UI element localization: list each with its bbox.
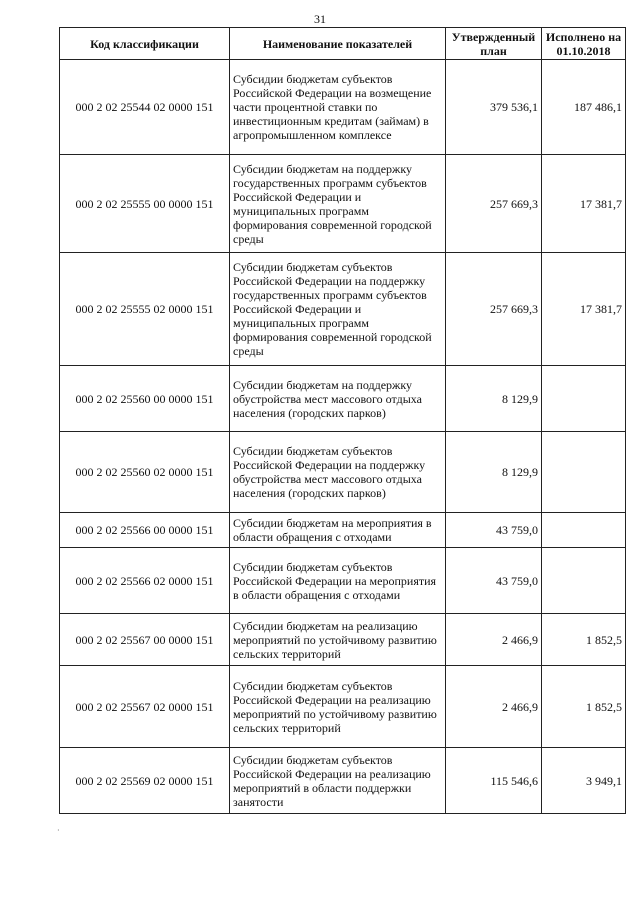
row-code: 000 2 02 25555 00 0000 151 [60,155,230,253]
row-code: 000 2 02 25567 00 0000 151 [60,614,230,666]
table-row [60,253,626,366]
row-name: Субсидии бюджетам субъектов Российской Федерации на поддержку обустройства мест массового отдыха населения (городских парков) [230,432,446,513]
row-code: 000 2 02 25566 00 0000 151 [60,513,230,548]
row-plan: 43 759,0 [446,513,542,548]
table-row [60,155,626,253]
row-plan: 257 669,3 [446,155,542,253]
header-name: Наименование показателей [230,28,446,60]
header-done: Исполнено на 01.10.2018 [542,28,626,60]
row-done: 1 852,5 [542,666,626,748]
row-plan: 2 466,9 [446,614,542,666]
row-done: 3 949,1 [542,748,626,814]
row-plan: 2 466,9 [446,666,542,748]
row-name: Субсидии бюджетам субъектов Российской Федерации на возмещение части процентной ставки по инвестиционным кредитам (займам) в агропромышленном комплексе [230,60,446,155]
row-code: 000 2 02 25560 00 0000 151 [60,366,230,432]
row-done: 17 381,7 [542,155,626,253]
row-name: Субсидии бюджетам субъектов Российской Федерации на поддержку государственных программ субъектов Российской Федерации и муниципальных программ формирования современной городской среды [230,253,446,366]
row-done: 187 486,1 [542,60,626,155]
row-name: Субсидии бюджетам на поддержку государственных программ субъектов Российской Федерации и муниципальных программ формирования современной городской среды [230,155,446,253]
table-row [60,614,626,666]
row-done [542,513,626,548]
row-code: 000 2 02 25566 02 0000 151 [60,548,230,614]
row-plan: 115 546,6 [446,748,542,814]
table-row [60,366,626,432]
row-plan: 257 669,3 [446,253,542,366]
row-done: 17 381,7 [542,253,626,366]
row-name: Субсидии бюджетам субъектов Российской Федерации на мероприятия в области обращения с отходами [230,548,446,614]
scan-speck: · [57,826,60,835]
row-name: Субсидии бюджетам на поддержку обустройства мест массового отдыха населения (городских парков) [230,366,446,432]
budget-table [59,27,626,814]
table-row [60,548,626,614]
header-code: Код классификации [60,28,230,60]
table-header-row [60,28,626,60]
row-name: Субсидии бюджетам на реализацию мероприятий по устойчивому развитию сельских территорий [230,614,446,666]
header-plan: Утвержденный план [446,28,542,60]
row-done: 1 852,5 [542,614,626,666]
table-row [60,60,626,155]
row-code: 000 2 02 25555 02 0000 151 [60,253,230,366]
row-code: 000 2 02 25567 02 0000 151 [60,666,230,748]
row-name: Субсидии бюджетам субъектов Российской Федерации на реализацию мероприятий в области поддержки занятости [230,748,446,814]
row-name: Субсидии бюджетам на мероприятия в области обращения с отходами [230,513,446,548]
row-done [542,432,626,513]
row-plan: 43 759,0 [446,548,542,614]
table-row [60,748,626,814]
row-plan: 8 129,9 [446,366,542,432]
table-row [60,513,626,548]
row-code: 000 2 02 25569 02 0000 151 [60,748,230,814]
table-row [60,432,626,513]
row-plan: 8 129,9 [446,432,542,513]
row-done [542,366,626,432]
page-number: 31 [314,12,326,26]
row-code: 000 2 02 25560 02 0000 151 [60,432,230,513]
row-code: 000 2 02 25544 02 0000 151 [60,60,230,155]
row-name: Субсидии бюджетам субъектов Российской Федерации на реализацию мероприятий по устойчивому развитию сельских территорий [230,666,446,748]
row-plan: 379 536,1 [446,60,542,155]
table-row [60,666,626,748]
row-done [542,548,626,614]
